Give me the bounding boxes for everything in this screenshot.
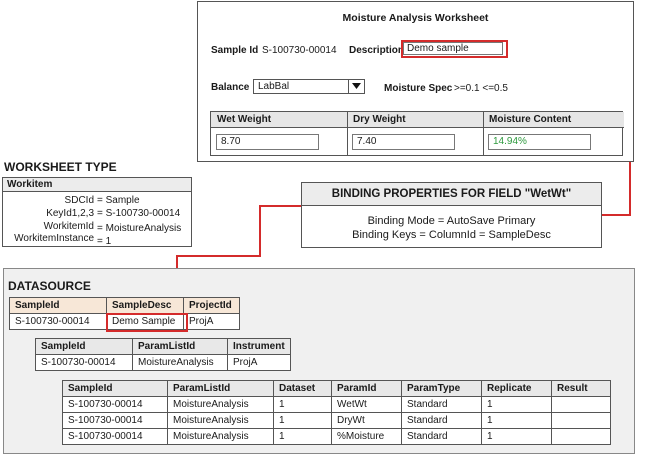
datasource-title: DATASOURCE: [8, 279, 91, 293]
table-cell: S-100730-00014: [63, 413, 168, 429]
workitem-value: = Sample: [97, 195, 140, 206]
table-cell: S-100730-00014: [63, 397, 168, 413]
paramlist-table: [35, 338, 291, 371]
table-cell: [552, 429, 611, 445]
table-row: [63, 413, 611, 429]
balance-label: Balance: [211, 82, 250, 93]
balance-select[interactable]: [253, 79, 365, 94]
table-header-row: [10, 298, 240, 314]
dry-weight-input[interactable]: 7.40: [352, 134, 455, 150]
table-cell: 1: [482, 429, 552, 445]
column-header: Replicate: [482, 381, 552, 397]
table-cell: Standard: [402, 429, 482, 445]
workitem-value: = MoistureAnalysis: [97, 223, 182, 234]
table-header-row: [63, 381, 611, 397]
table-cell: MoistureAnalysis: [168, 397, 274, 413]
workitem-key: SDCId: [64, 195, 94, 206]
workitem-key: KeyId1,2,3: [46, 208, 94, 219]
table-cell: [552, 397, 611, 413]
table-cell: 1: [482, 413, 552, 429]
table-header-row: [36, 339, 291, 355]
weights-grid: [210, 111, 623, 156]
binding-title: BINDING PROPERTIES FOR FIELD "WetWt": [302, 183, 601, 206]
table-cell: 1: [274, 413, 332, 429]
binding-properties-box: [301, 182, 602, 248]
description-label: Description: [349, 45, 405, 56]
table-cell: 1: [274, 397, 332, 413]
table-cell: 1: [482, 397, 552, 413]
wet-weight-input[interactable]: 8.70: [216, 134, 319, 150]
column-header: ParamType: [402, 381, 482, 397]
dataitem-table: [62, 380, 611, 445]
table-row: [63, 397, 611, 413]
table-cell: S-100730-00014: [10, 314, 107, 330]
moisture-content-field: 14.94%: [488, 134, 591, 150]
sample-id-label: Sample Id: [211, 45, 259, 56]
column-header: ParamListId: [133, 339, 228, 355]
binding-keys: Binding Keys = ColumnId = SampleDesc: [352, 229, 551, 241]
column-header: SampleId: [63, 381, 168, 397]
table-cell: Standard: [402, 397, 482, 413]
workitem-box: [2, 177, 192, 247]
table-cell: Standard: [402, 413, 482, 429]
table-cell: 1: [274, 429, 332, 445]
table-cell: Demo Sample: [107, 314, 184, 330]
workitem-value: = S-100730-00014: [97, 208, 181, 219]
binding-mode: Binding Mode = AutoSave Primary: [367, 215, 536, 227]
workitem-header: Workitem: [3, 178, 191, 192]
table-cell: MoistureAnalysis: [168, 413, 274, 429]
table-cell: S-100730-00014: [63, 429, 168, 445]
column-header: Dataset: [274, 381, 332, 397]
worksheet-panel: [197, 1, 634, 162]
grid-separator: [347, 112, 348, 155]
table-cell: MoistureAnalysis: [133, 355, 228, 371]
column-header: Result: [552, 381, 611, 397]
table-cell: [552, 413, 611, 429]
grid-header-wet-weight: Wet Weight: [217, 114, 272, 125]
column-header: SampleDesc: [107, 298, 184, 314]
grid-separator: [483, 112, 484, 155]
workitem-key: WorkitemInstance: [14, 233, 94, 244]
table-cell: S-100730-00014: [36, 355, 133, 371]
column-header: ParamListId: [168, 381, 274, 397]
grid-header-dry-weight: Dry Weight: [353, 114, 406, 125]
chevron-down-icon: [352, 83, 361, 90]
column-header: SampleId: [36, 339, 133, 355]
worksheet-type-title: WORKSHEET TYPE: [4, 160, 117, 174]
description-field[interactable]: Demo sample: [403, 42, 503, 55]
table-cell: MoistureAnalysis: [168, 429, 274, 445]
workitem-value: = 1: [97, 236, 112, 247]
sample-id-value: S-100730-00014: [262, 45, 337, 56]
column-header: Instrument: [228, 339, 291, 355]
moisture-spec-value: >=0.1 <=0.5: [454, 83, 508, 94]
table-cell: ProjA: [228, 355, 291, 371]
workitem-key: WorkitemId: [43, 221, 94, 232]
table-row: [36, 355, 291, 371]
column-header: SampleId: [10, 298, 107, 314]
table-row: [63, 429, 611, 445]
balance-select-value: LabBal: [258, 81, 290, 92]
moisture-spec-label: Moisture Spec: [384, 83, 453, 94]
table-cell: %Moisture: [332, 429, 402, 445]
sampledesc-highlight: [106, 313, 188, 332]
column-header: ProjectId: [184, 298, 240, 314]
dropdown-button[interactable]: [348, 80, 364, 93]
grid-header-moisture-content: Moisture Content: [489, 114, 572, 125]
table-cell: ProjA: [184, 314, 240, 330]
worksheet-title: Moisture Analysis Worksheet: [342, 12, 489, 24]
column-header: ParamId: [332, 381, 402, 397]
table-cell: WetWt: [332, 397, 402, 413]
table-cell: DryWt: [332, 413, 402, 429]
description-highlight: [401, 40, 508, 58]
